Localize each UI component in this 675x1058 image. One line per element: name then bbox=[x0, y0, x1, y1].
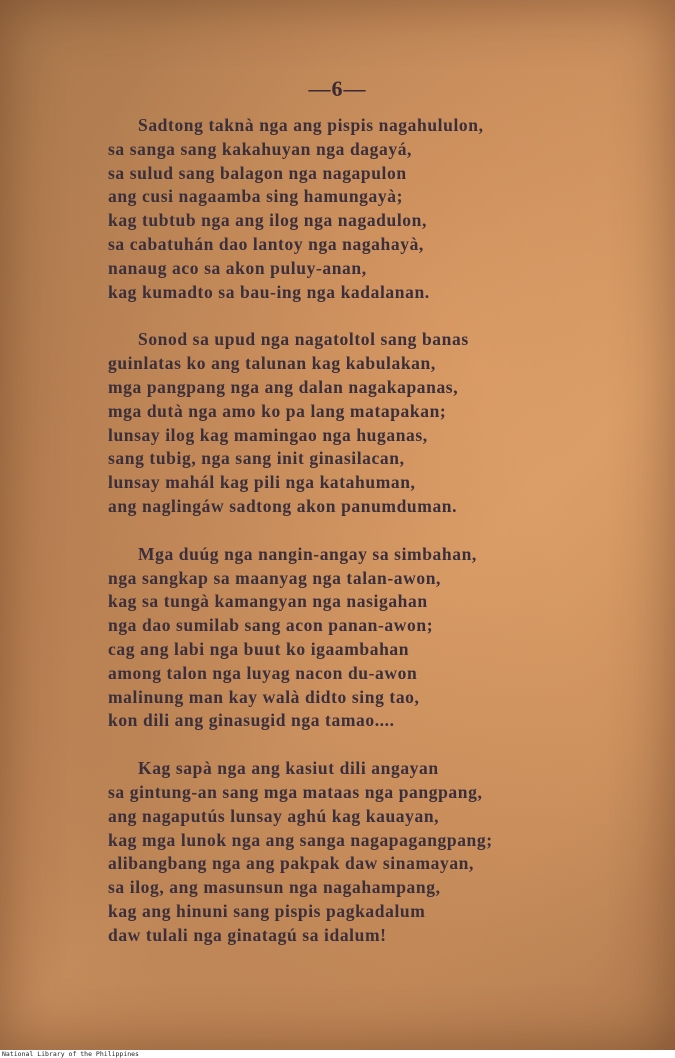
poem-line: kag ang hinuni sang pispis pagkadalum bbox=[108, 900, 426, 921]
poem-line: sa sanga sang kakahuyan nga dagayá, bbox=[108, 138, 413, 159]
poem-line: kag sa tungà kamangyan nga nasigahan bbox=[108, 591, 428, 612]
poem-line: mga dutà nga amo ko pa lang matapakan; bbox=[108, 400, 447, 421]
poem-line: lunsay mahál kag pili nga katahuman, bbox=[108, 472, 416, 493]
library-credit: National Library of the Philippines bbox=[2, 1050, 139, 1058]
poem-line: malinung man kay walà didto sing tao, bbox=[108, 686, 420, 707]
poem-line: sa gintung-an sang mga mataas nga pangpang, bbox=[108, 781, 483, 802]
poem-line: among talon nga luyag nacon du-awon bbox=[108, 662, 418, 683]
stanza-1 bbox=[108, 114, 628, 304]
poem-line: mga pangpang nga ang dalan nagakapanas, bbox=[108, 376, 459, 397]
poem-line: cag ang labi nga buut ko igaambahan bbox=[108, 638, 410, 659]
poem-line: sa sulud sang balagon nga nagapulon bbox=[108, 162, 407, 183]
poem-line: kag mga lunok nga ang sanga nagapagangpang; bbox=[108, 829, 493, 850]
poem-line: nga sangkap sa maanyag nga talan-awon, bbox=[108, 567, 442, 588]
poem-line: sa cabatuhán dao lantoy nga nagahayà, bbox=[108, 233, 424, 254]
poem-line: kon dili ang ginasugid nga tamao.... bbox=[108, 710, 395, 731]
poem-line: Mga duúg nga nangin-angay sa simbahan, bbox=[138, 543, 477, 564]
poem-line: ang cusi nagaamba sing hamungayà; bbox=[108, 186, 404, 207]
poem-line: alibangbang nga ang pakpak daw sinamayan, bbox=[108, 853, 474, 874]
stanza-4 bbox=[108, 757, 628, 947]
poem-line: sa ilog, ang masunsun nga nagahampang, bbox=[108, 877, 441, 898]
poem-line: sang tubig, nga sang init ginasilacan, bbox=[108, 448, 405, 469]
poem-line: ang nagaputús lunsay aghú kag kauayan, bbox=[108, 805, 440, 826]
poem-line: Kag sapà nga ang kasiut dili angayan bbox=[138, 758, 439, 779]
poem-line: guinlatas ko ang talunan kag kabulakan, bbox=[108, 353, 436, 374]
poem-line: Sadtong taknà nga ang pispis nagahululon, bbox=[138, 115, 484, 135]
stanza-2 bbox=[108, 328, 628, 518]
page-number: —6— bbox=[308, 76, 367, 101]
poem-line: ang naglingáw sadtong akon panumduman. bbox=[108, 495, 458, 516]
poem-line: Sonod sa upud nga nagatoltol sang banas bbox=[138, 329, 469, 350]
poem-line: nga dao sumilab sang acon panan-awon; bbox=[108, 615, 434, 636]
poem-line: daw tulali nga ginatagú sa idalum! bbox=[108, 924, 387, 945]
poem-line: kag kumadto sa bau-ing nga kadalanan. bbox=[108, 281, 430, 302]
poem-line: nanaug aco sa akon puluy-anan, bbox=[108, 257, 367, 278]
poem-line: lunsay ilog kag mamingao nga huganas, bbox=[108, 424, 428, 445]
stanza-3 bbox=[108, 543, 628, 733]
poem-line: kag tubtub nga ang ilog nga nagadulon, bbox=[108, 210, 427, 231]
poem-body bbox=[108, 114, 628, 972]
